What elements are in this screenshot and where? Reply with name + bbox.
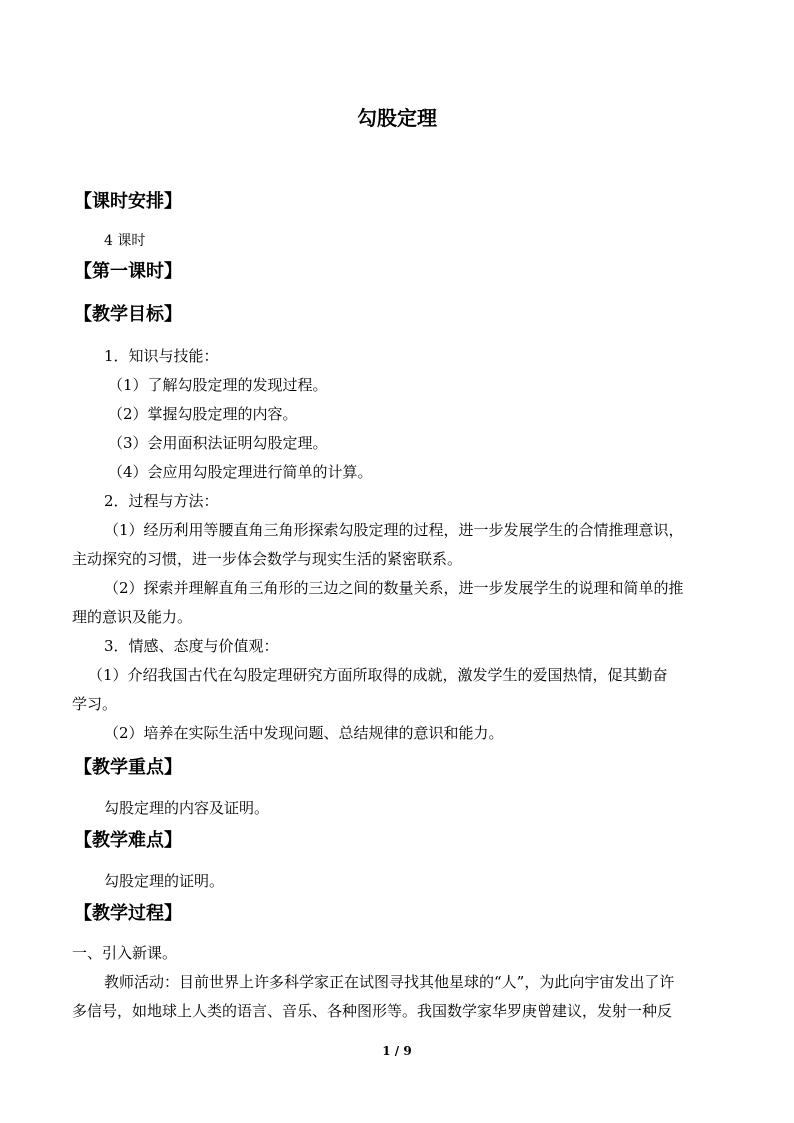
goal-2-1a: （1）经历利用等腰直角三角形探索勾股定理的过程，进一步发展学生的合情推理意识， (104, 521, 684, 539)
page-number: 1 / 9 (382, 1044, 412, 1058)
key-points-text: 勾股定理的内容及证明。 (104, 799, 270, 817)
goal-2-2a: （2）探索并理解直角三角形的三边之间的数量关系，进一步发展学生的说理和简单的推 (104, 579, 684, 597)
page-title: 勾股定理 (357, 106, 437, 130)
goal-1-3: （3）会用面积法证明勾股定理。 (108, 434, 328, 452)
goal-1-4: （4）会应用勾股定理进行简单的计算。 (108, 463, 373, 481)
goal-3: 3．情感、态度与价值观： (104, 637, 279, 655)
heading-key-points: 【教学重点】 (74, 757, 182, 778)
process-intro: 一、引入新课。 (72, 944, 178, 962)
goal-1-2: （2）掌握勾股定理的内容。 (108, 405, 298, 423)
goal-1: 1．知识与技能： (104, 347, 219, 365)
goal-2-1b: 主动探究的习惯，进一步体会数学与现实生活的紧密联系。 (72, 550, 463, 568)
goal-1-1: （1）了解勾股定理的发现过程。 (108, 376, 328, 394)
goal-3-1a: （1）介绍我国古代在勾股定理研究方面所取得的成就，激发学生的爱国热情，促其勤奋 (88, 666, 668, 684)
heading-goals: 【教学目标】 (74, 304, 182, 325)
goal-2-2b: 理的意识及能力。 (72, 608, 193, 626)
difficulty-text: 勾股定理的证明。 (104, 872, 225, 890)
goal-3-2: （2）培养在实际生活中发现问题、总结规律的意识和能力。 (104, 724, 504, 742)
goal-2: 2．过程与方法： (104, 492, 219, 510)
heading-difficulty: 【教学难点】 (74, 830, 182, 851)
schedule-text: 4 课时 (104, 233, 146, 249)
heading-first-lesson: 【第一课时】 (74, 261, 182, 282)
goal-3-1b: 学习。 (72, 695, 118, 713)
process-paragraph-1a: 教师活动：目前世界上许多科学家正在试图寻找其他星球的“人”，为此向宇宙发出了许 (104, 973, 675, 991)
process-paragraph-1b: 多信号，如地球上人类的语言、音乐、各种图形等。我国数学家华罗庚曾建议，发射一种反 (72, 1002, 673, 1020)
heading-schedule: 【课时安排】 (74, 191, 182, 212)
heading-process: 【教学过程】 (74, 903, 182, 924)
